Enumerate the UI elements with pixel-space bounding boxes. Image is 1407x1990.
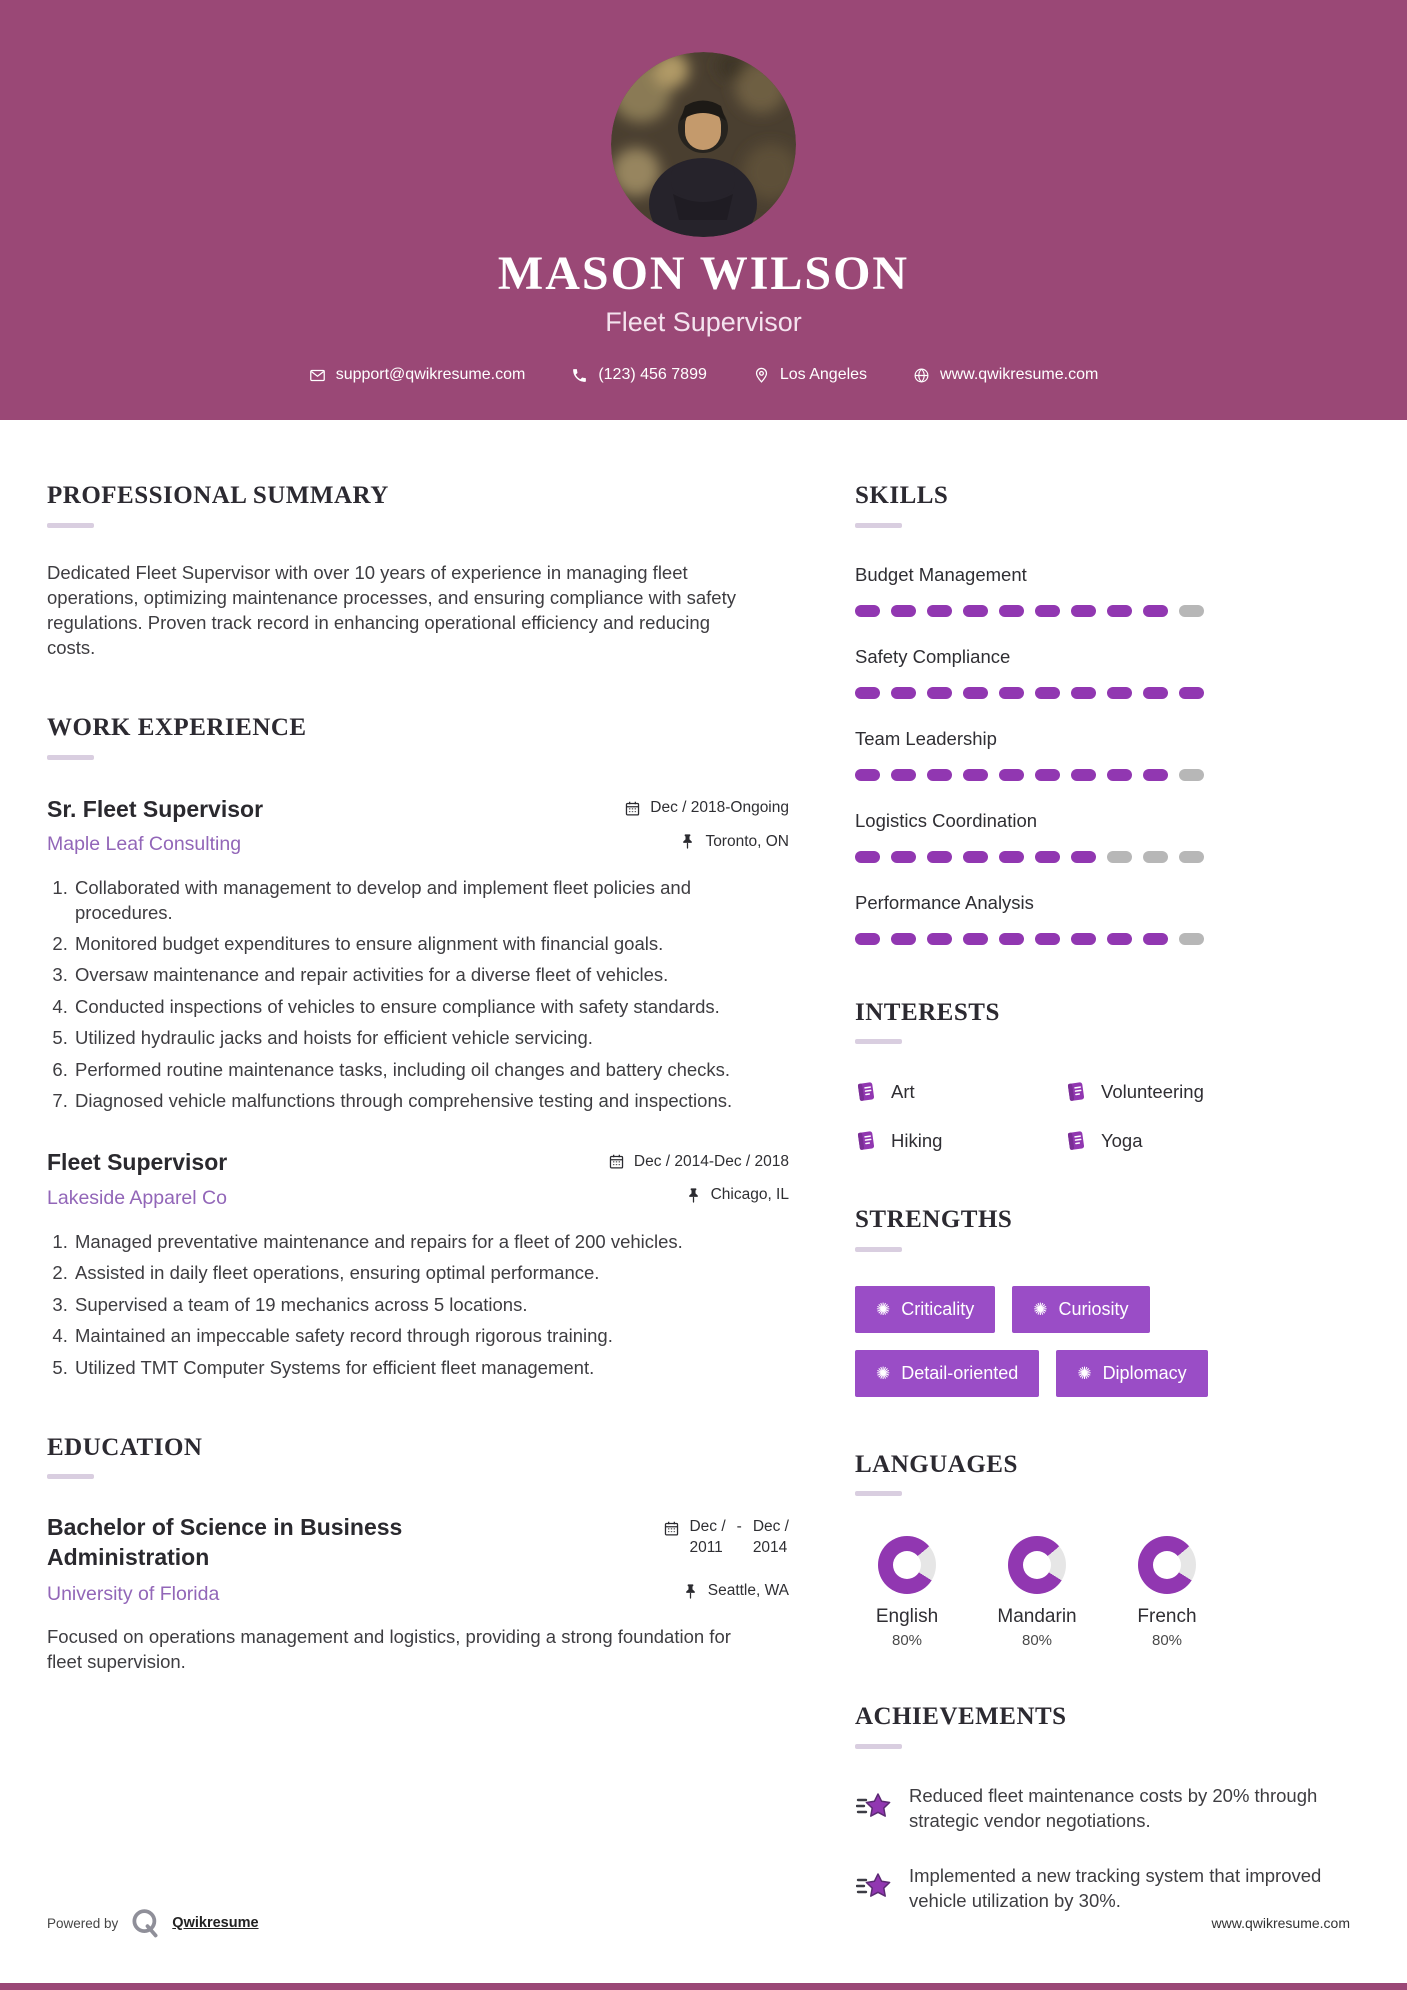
contact-item xyxy=(753,366,867,384)
powered-by-group xyxy=(47,1908,259,1938)
contact-text: support@qwikresume.com xyxy=(335,366,526,384)
skill-segment xyxy=(855,933,880,945)
skill-level-bar xyxy=(855,933,1350,945)
contact-item xyxy=(913,366,1098,384)
strength-label: Detail-oriented xyxy=(901,1362,1019,1383)
job-location xyxy=(685,1186,789,1204)
skill-name: Performance Analysis xyxy=(855,891,1034,913)
interest-label: Hiking xyxy=(891,1129,943,1151)
skill-name: Logistics Coordination xyxy=(855,809,1038,831)
skill-name: Team Leadership xyxy=(855,727,997,749)
job-bullet: 4. Maintained an impeccable safety record through rigorous training. xyxy=(73,1324,789,1348)
education-description: Focused on operations management and logistics, providing a strong foundation for fleet supervision. xyxy=(47,1625,731,1672)
strength-label: Criticality xyxy=(901,1298,975,1319)
profile-photo xyxy=(611,52,796,237)
job-bullet: 7. Diagnosed vehicle malfunctions through comprehensive testing and inspections. xyxy=(73,1089,789,1113)
achievements-list xyxy=(855,1783,1350,1914)
achievement-text: Implemented a new tracking system that improved vehicle utilization by 30%. xyxy=(909,1864,1322,1911)
book-icon xyxy=(1065,1129,1088,1152)
education-header-row xyxy=(47,1513,789,1572)
skill-segment xyxy=(1143,933,1168,945)
heading-rule xyxy=(855,1247,902,1252)
skill-segment xyxy=(1071,851,1096,863)
education-start-date xyxy=(689,1517,725,1557)
heading-rule xyxy=(855,1039,902,1044)
book-icon xyxy=(855,1129,878,1152)
achievements-heading: ACHIEVEMENTS xyxy=(855,1703,1067,1730)
skill-segment xyxy=(1179,851,1204,863)
work-heading: WORK EXPERIENCE xyxy=(47,714,307,742)
skill-segment xyxy=(1179,605,1204,617)
summary-text: Dedicated Fleet Supervisor with over 10 years of experience in managing fleet operations, optimizing maintenance processes, and ensuring compliance with safety regulations. Proven track record in enhancing operational efficiency and reducing costs. xyxy=(47,561,736,658)
language-donut-chart xyxy=(1138,1536,1196,1594)
skill-segment xyxy=(891,687,916,699)
job-bullet: 3. Oversaw maintenance and repair activities for a diverse fleet of vehicles. xyxy=(73,963,789,987)
skill-segment xyxy=(1143,605,1168,617)
pushpin-icon xyxy=(679,833,696,850)
education-subrow xyxy=(47,1582,789,1606)
job-entry xyxy=(47,1149,789,1380)
footer-website: www.qwikresume.com xyxy=(1211,1915,1350,1931)
interest-item xyxy=(855,1080,1065,1103)
language-donut-chart xyxy=(1008,1536,1066,1594)
shooting-star-icon xyxy=(855,1783,893,1833)
skill-level-bar xyxy=(855,605,1350,617)
language-name: Mandarin xyxy=(997,1606,1077,1627)
contact-text: Los Angeles xyxy=(779,366,868,384)
skill-segment xyxy=(1179,769,1204,781)
skill-segment xyxy=(963,851,988,863)
achievement-item xyxy=(855,1783,1350,1833)
skill-segment xyxy=(1035,605,1060,617)
qwikresume-brand-link[interactable]: Qwikresume xyxy=(172,1915,259,1931)
skill-segment xyxy=(963,687,988,699)
strengths-list xyxy=(855,1286,1275,1397)
job-bullet: 3. Supervised a team of 19 mechanics across 5 locations. xyxy=(73,1293,789,1317)
heading-rule xyxy=(47,1474,94,1479)
job-date xyxy=(624,799,789,817)
skill-segment xyxy=(927,605,952,617)
job-bullet: 2. Assisted in daily fleet operations, ensuring optimal performance. xyxy=(73,1261,789,1285)
date-text: Dec / 2018-Ongoing xyxy=(650,799,789,817)
interest-label: Art xyxy=(891,1080,915,1102)
left-column xyxy=(47,482,789,1913)
calendar-icon xyxy=(624,800,641,817)
interests-heading: INTERESTS xyxy=(855,998,1000,1026)
language-item xyxy=(855,1536,959,1649)
skill-segment xyxy=(1107,933,1132,945)
job-bullet: 6. Performed routine maintenance tasks, including oil changes and battery checks. xyxy=(73,1058,789,1082)
skill-segment xyxy=(999,851,1024,863)
skill-segment xyxy=(963,769,988,781)
interest-item xyxy=(1065,1080,1275,1103)
skill-segment xyxy=(963,605,988,617)
job-title: Fleet Supervisor xyxy=(47,1149,228,1176)
skill-segment xyxy=(1035,933,1060,945)
skill-row xyxy=(855,892,1350,945)
achievement-item xyxy=(855,1863,1350,1913)
strength-badge xyxy=(1012,1286,1149,1333)
skill-segment xyxy=(1035,687,1060,699)
skills-list xyxy=(855,564,1350,945)
skill-segment xyxy=(1035,851,1060,863)
phone-icon xyxy=(571,367,588,384)
strength-badge xyxy=(1056,1350,1207,1397)
languages-heading: LANGUAGES xyxy=(855,1450,1018,1478)
interest-label: Volunteering xyxy=(1101,1080,1204,1102)
content-columns xyxy=(0,420,1407,1913)
job-header-row xyxy=(47,1149,789,1176)
section-interests xyxy=(855,999,1350,1153)
job-bullet-list xyxy=(47,876,789,1113)
skill-level-bar xyxy=(855,769,1350,781)
language-donut-chart xyxy=(878,1536,936,1594)
job-header-row xyxy=(47,796,789,823)
strength-label: Curiosity xyxy=(1058,1298,1129,1319)
starburst-icon: ✺ xyxy=(1077,1363,1092,1383)
skill-segment xyxy=(927,687,952,699)
language-percent: 80% xyxy=(1151,1632,1183,1649)
bottom-accent-strip xyxy=(0,1983,1407,1990)
achievement-text: Reduced fleet maintenance costs by 20% through strategic vendor negotiations. xyxy=(909,1784,1318,1831)
qwikresume-logo-icon xyxy=(130,1908,160,1938)
skill-name: Safety Compliance xyxy=(855,645,1011,667)
job-list xyxy=(47,796,789,1380)
language-item xyxy=(1115,1536,1219,1649)
company-name: Lakeside Apparel Co xyxy=(47,1186,227,1209)
skill-segment xyxy=(999,605,1024,617)
skill-segment xyxy=(1143,687,1168,699)
skill-row xyxy=(855,564,1350,617)
job-bullet: 5. Utilized hydraulic jacks and hoists for efficient vehicle servicing. xyxy=(73,1026,789,1050)
book-icon xyxy=(855,1080,878,1103)
section-languages xyxy=(855,1451,1350,1650)
skill-segment xyxy=(1179,933,1204,945)
section-education xyxy=(47,1434,789,1674)
skill-segment xyxy=(855,687,880,699)
header-banner xyxy=(0,0,1407,420)
heading-rule xyxy=(855,523,902,528)
skill-level-bar xyxy=(855,687,1350,699)
job-subrow xyxy=(47,833,789,857)
job-bullet: 4. Conducted inspections of vehicles to ensure compliance with safety standards. xyxy=(73,995,789,1019)
contact-text: www.qwikresume.com xyxy=(940,366,1099,384)
skill-segment xyxy=(1143,851,1168,863)
language-name: French xyxy=(1137,1606,1197,1627)
date-text: Dec / 2014-Dec / 2018 xyxy=(633,1152,789,1170)
skill-segment xyxy=(999,933,1024,945)
calendar-icon xyxy=(663,1517,680,1537)
skill-segment xyxy=(855,605,880,617)
strength-badge xyxy=(855,1350,1039,1397)
section-skills xyxy=(855,482,1350,945)
date-text: Dec / xyxy=(752,1518,789,1536)
interest-label: Yoga xyxy=(1101,1129,1143,1151)
heading-rule xyxy=(47,755,94,760)
globe-icon xyxy=(913,367,930,384)
skill-segment xyxy=(855,851,880,863)
skill-segment xyxy=(927,933,952,945)
strength-badge xyxy=(855,1286,995,1333)
skill-segment xyxy=(1071,769,1096,781)
job-bullet: 2. Monitored budget expenditures to ensure alignment with financial goals. xyxy=(73,932,789,956)
language-percent: 80% xyxy=(891,1632,923,1649)
location-icon xyxy=(753,367,770,384)
job-date xyxy=(608,1153,789,1171)
skill-segment xyxy=(1107,769,1132,781)
location-text: Seattle, WA xyxy=(707,1582,789,1600)
footer xyxy=(47,1908,1350,1938)
strengths-heading: STRENGTHS xyxy=(855,1206,1013,1233)
heading-rule xyxy=(855,1744,902,1749)
job-bullet: 1. Collaborated with management to develop and implement fleet policies and procedures. xyxy=(73,876,789,925)
section-professional-summary xyxy=(47,482,789,660)
date-text: Dec / xyxy=(689,1518,726,1536)
section-achievements xyxy=(855,1703,1350,1913)
company-name: Maple Leaf Consulting xyxy=(47,833,242,856)
location-text: Chicago, IL xyxy=(710,1186,789,1204)
location-text: Toronto, ON xyxy=(705,832,789,850)
email-icon xyxy=(309,367,326,384)
language-percent: 80% xyxy=(1021,1632,1053,1649)
starburst-icon: ✺ xyxy=(876,1299,891,1319)
strength-label: Diplomacy xyxy=(1102,1362,1187,1383)
languages-list xyxy=(855,1536,1350,1649)
job-bullet: 1. Managed preventative maintenance and repairs for a fleet of 200 vehicles. xyxy=(73,1230,789,1254)
section-strengths xyxy=(855,1206,1350,1397)
job-entry xyxy=(47,796,789,1114)
skill-name: Budget Management xyxy=(855,563,1027,585)
pushpin-icon xyxy=(685,1187,702,1204)
skill-level-bar xyxy=(855,851,1350,863)
person-name: MASON WILSON xyxy=(497,247,910,300)
job-title: Sr. Fleet Supervisor xyxy=(47,795,264,822)
skill-segment xyxy=(999,687,1024,699)
skill-segment xyxy=(927,769,952,781)
skill-segment xyxy=(1071,687,1096,699)
pushpin-icon xyxy=(682,1583,699,1600)
interests-grid xyxy=(855,1080,1275,1152)
skill-segment xyxy=(1035,769,1060,781)
skill-segment xyxy=(1179,687,1204,699)
contact-text: (123) 456 7899 xyxy=(598,366,707,384)
heading-rule xyxy=(855,1491,902,1496)
skill-segment xyxy=(855,769,880,781)
job-location xyxy=(679,833,789,851)
contact-row xyxy=(0,366,1407,384)
book-icon xyxy=(1065,1080,1088,1103)
right-column xyxy=(855,482,1350,1913)
job-bullet-list xyxy=(47,1230,789,1380)
skill-row xyxy=(855,728,1350,781)
powered-by-label: Powered by xyxy=(47,1915,119,1931)
shooting-star-icon xyxy=(855,1863,893,1913)
language-item xyxy=(985,1536,1089,1649)
skill-segment xyxy=(891,851,916,863)
section-work-experience xyxy=(47,714,789,1380)
skill-row xyxy=(855,646,1350,699)
calendar-icon xyxy=(608,1153,625,1170)
heading-rule xyxy=(47,523,94,528)
school-name: University of Florida xyxy=(47,1582,220,1605)
contact-item xyxy=(571,366,707,384)
starburst-icon: ✺ xyxy=(1033,1299,1048,1319)
skill-segment xyxy=(1107,851,1132,863)
skill-segment xyxy=(891,605,916,617)
education-location xyxy=(682,1582,789,1600)
date-text: 2011 xyxy=(689,1538,723,1556)
skills-heading: SKILLS xyxy=(855,482,949,509)
date-text: 2014 xyxy=(752,1538,788,1556)
job-bullet: 5. Utilized TMT Computer Systems for efficient fleet management. xyxy=(73,1356,789,1380)
skill-segment xyxy=(927,851,952,863)
skill-segment xyxy=(1071,605,1096,617)
skill-segment xyxy=(999,769,1024,781)
skill-row xyxy=(855,810,1350,863)
skill-segment xyxy=(1071,933,1096,945)
skill-segment xyxy=(1107,687,1132,699)
interest-item xyxy=(1065,1129,1275,1152)
contact-item xyxy=(309,366,526,384)
job-subrow xyxy=(47,1186,789,1210)
date-separator: - xyxy=(736,1518,742,1536)
interest-item xyxy=(855,1129,1065,1152)
skill-segment xyxy=(891,933,916,945)
skill-segment xyxy=(963,933,988,945)
summary-heading: PROFESSIONAL SUMMARY xyxy=(47,482,389,509)
education-dates xyxy=(663,1517,789,1557)
language-name: English xyxy=(875,1606,939,1627)
education-heading: EDUCATION xyxy=(47,1433,203,1461)
starburst-icon: ✺ xyxy=(876,1363,891,1383)
person-title: Fleet Supervisor xyxy=(605,307,802,338)
skill-segment xyxy=(1143,769,1168,781)
degree-title: Bachelor of Science in Business Administration xyxy=(47,1514,403,1570)
skill-segment xyxy=(1107,605,1132,617)
skill-segment xyxy=(891,769,916,781)
education-end-date xyxy=(753,1517,789,1557)
